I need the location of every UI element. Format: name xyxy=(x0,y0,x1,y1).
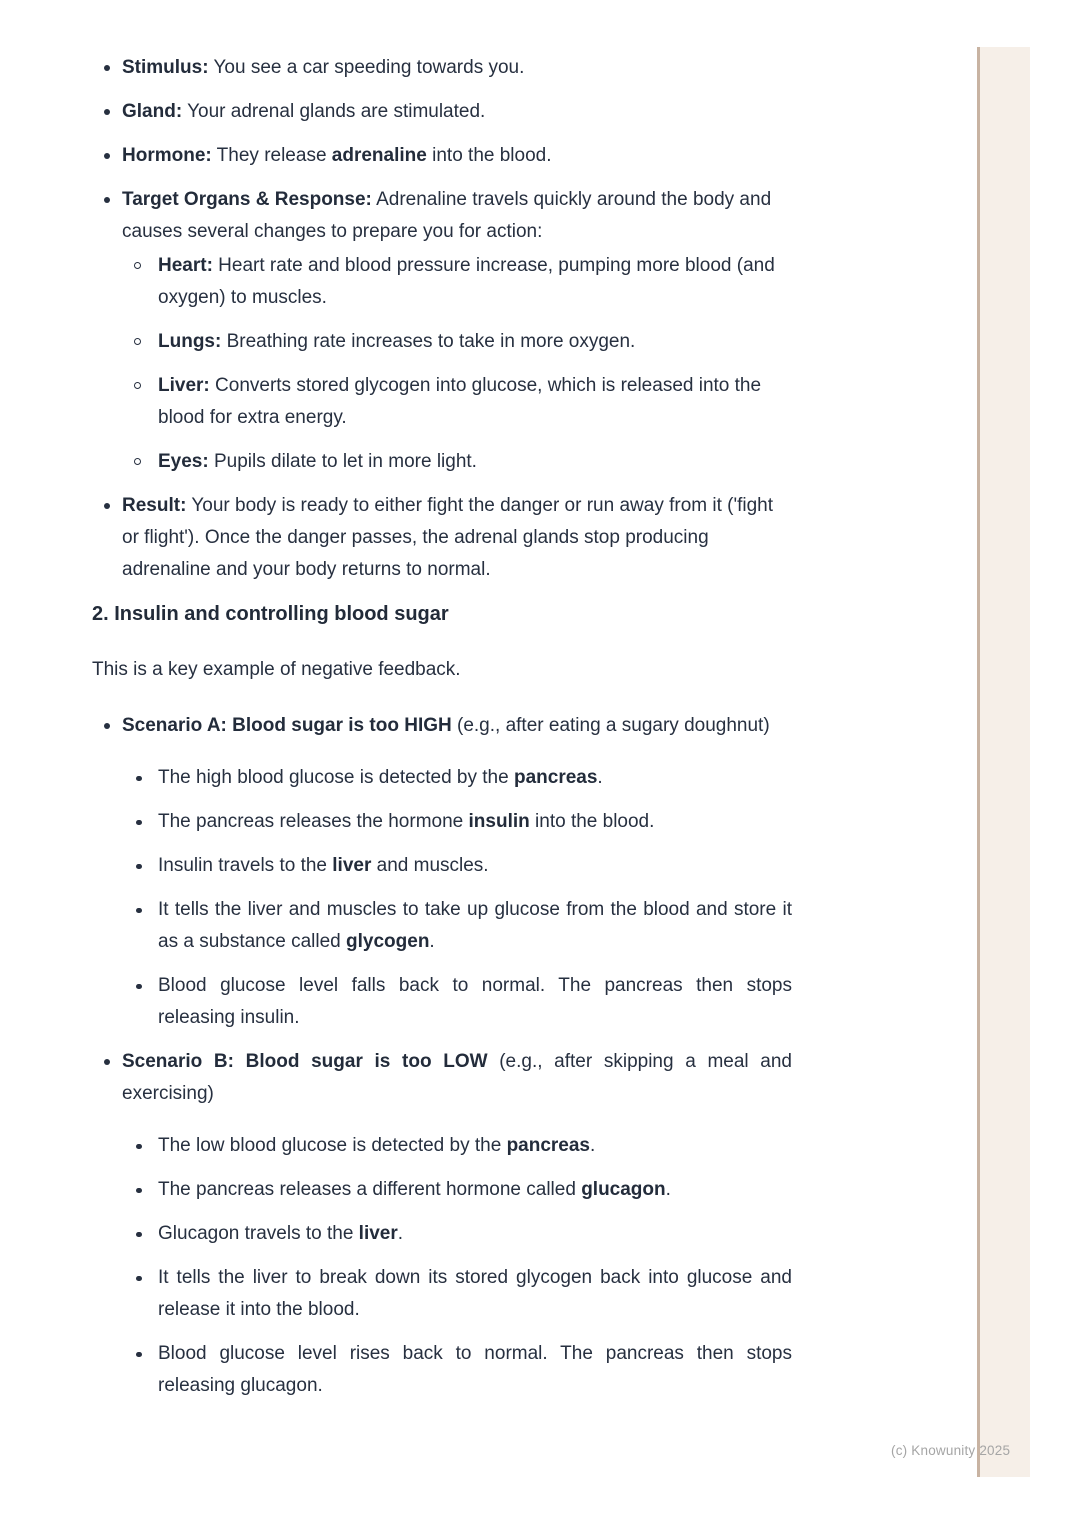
disc-bullet-icon xyxy=(136,1352,142,1358)
list-item xyxy=(122,326,792,358)
paragraph: This is a key example of negative feedback. xyxy=(92,659,461,680)
disc-bullet-icon xyxy=(136,1144,142,1150)
text-run: . xyxy=(665,1179,671,1200)
text-run: (e.g., after eating a sugary doughnut) xyxy=(451,715,770,736)
text-run: Adrenaline travels quickly around the body and causes several changes to prepare you for action: xyxy=(122,189,772,242)
text-run: The high blood glucose is detected by the xyxy=(158,767,514,788)
bold-text: Stimulus: xyxy=(122,57,209,78)
bold-text: Lungs: xyxy=(158,331,222,352)
list-item xyxy=(122,850,792,882)
document-content xyxy=(92,52,792,1414)
text-run: into the blood. xyxy=(426,145,552,166)
section-heading: 2. Insulin and controlling blood sugar xyxy=(92,603,449,625)
text-run: The low blood glucose is detected by the xyxy=(158,1135,507,1156)
page-edge-strip xyxy=(977,47,1030,1477)
circle-bullet-icon xyxy=(134,262,141,269)
disc-bullet-icon xyxy=(136,984,142,990)
list-item xyxy=(122,250,792,314)
list-item xyxy=(122,806,792,838)
bullet-list xyxy=(122,1130,792,1402)
list-item xyxy=(122,446,792,478)
circle-bullet-icon xyxy=(134,338,141,345)
circle-bullet-icon xyxy=(134,382,141,389)
list-item xyxy=(122,1218,792,1250)
list-item xyxy=(122,1130,792,1162)
circle-bullet-icon xyxy=(134,458,141,465)
list-item xyxy=(122,1262,792,1326)
bold-text: Heart: xyxy=(158,255,213,276)
disc-bullet-icon xyxy=(136,1232,142,1238)
bold-text: Scenario B: Blood sugar is too LOW xyxy=(122,1051,488,1072)
list-item xyxy=(92,52,792,84)
list-item xyxy=(122,762,792,794)
bold-text: glycogen xyxy=(346,931,430,952)
list-item xyxy=(92,140,792,172)
text-run: Converts stored glycogen into glucose, which is released into the blood for extra energy. xyxy=(158,375,762,428)
text-run: Blood glucose level falls back to normal. The pancreas then stops releasing insulin. xyxy=(158,975,792,1028)
disc-bullet-icon xyxy=(136,776,142,782)
disc-bullet-icon xyxy=(104,1059,110,1065)
list-item xyxy=(92,184,792,478)
disc-bullet-icon xyxy=(136,864,142,870)
list-item xyxy=(122,1338,792,1402)
disc-bullet-icon xyxy=(136,908,142,914)
text-run: Pupils dilate to let in more light. xyxy=(208,451,477,472)
disc-bullet-icon xyxy=(136,1188,142,1194)
text-run: . xyxy=(397,1223,404,1244)
text-run: Glucagon travels to the xyxy=(158,1223,359,1244)
bullet-list xyxy=(92,52,792,586)
disc-bullet-icon xyxy=(104,109,110,115)
text-run: They release xyxy=(211,145,332,166)
list-item xyxy=(122,370,792,434)
disc-bullet-icon xyxy=(136,1276,142,1282)
list-item xyxy=(92,710,792,1034)
list-item xyxy=(92,490,792,586)
text-run: Your body is ready to either fight the danger or run away from it ('fight or flight'). Once the danger passes, the adrenal glands stop producing adrenaline and your body returns to normal. xyxy=(122,495,774,580)
bold-text: Liver: xyxy=(158,375,210,396)
list-item xyxy=(122,894,792,958)
text-run: It tells the liver and muscles to take up glucose from the blood and store it as a substance called xyxy=(158,899,792,952)
bold-text: pancreas xyxy=(513,767,598,788)
bold-text: glucagon xyxy=(581,1179,666,1200)
text-run: . xyxy=(429,931,435,952)
bullet-list xyxy=(92,710,792,1402)
text-run: Breathing rate increases to take in more oxygen. xyxy=(221,331,636,352)
text-run: (e.g., after skipping a meal and exercising) xyxy=(122,1051,792,1104)
disc-bullet-icon xyxy=(104,65,110,71)
bullet-list xyxy=(122,762,792,1034)
text-run: It tells the liver to break down its stored glycogen back into glucose and release it into the blood. xyxy=(158,1267,792,1320)
disc-bullet-icon xyxy=(104,723,110,729)
list-item xyxy=(92,1046,792,1402)
disc-bullet-icon xyxy=(104,197,110,203)
bold-text: insulin xyxy=(468,811,530,832)
bold-text: Result: xyxy=(122,495,187,516)
disc-bullet-icon xyxy=(104,503,110,509)
text-run: You see a car speeding towards you. xyxy=(208,57,525,78)
text-run: and muscles. xyxy=(371,855,489,876)
bold-text: liver xyxy=(358,1223,398,1244)
bold-text: Hormone: xyxy=(122,145,212,166)
bold-text: adrenaline xyxy=(331,145,427,166)
text-run: . xyxy=(590,1135,596,1156)
text-run: . xyxy=(597,767,603,788)
disc-bullet-icon xyxy=(136,820,142,826)
bold-text: pancreas xyxy=(506,1135,591,1156)
bold-text: Gland: xyxy=(122,101,183,122)
bullet-list xyxy=(122,250,792,478)
copyright-watermark: (c) Knowunity 2025 xyxy=(891,1443,1011,1458)
bold-text: liver xyxy=(332,855,372,876)
text-run: The pancreas releases a different hormone called xyxy=(158,1179,582,1200)
list-item xyxy=(122,1174,792,1206)
text-run: Heart rate and blood pressure increase, pumping more blood (and oxygen) to muscles. xyxy=(158,255,775,308)
list-item xyxy=(92,96,792,128)
text-run: Blood glucose level rises back to normal. The pancreas then stops releasing glucagon. xyxy=(158,1343,792,1396)
text-run: Insulin travels to the xyxy=(158,855,333,876)
list-item xyxy=(122,970,792,1034)
bold-text: Eyes: xyxy=(158,451,209,472)
text-run: Your adrenal glands are stimulated. xyxy=(182,101,486,122)
bold-text: Target Organs & Response: xyxy=(122,189,372,210)
bold-text: Scenario A: Blood sugar is too HIGH xyxy=(122,715,452,736)
disc-bullet-icon xyxy=(104,153,110,159)
text-run: into the blood. xyxy=(529,811,655,832)
text-run: The pancreas releases the hormone xyxy=(158,811,469,832)
